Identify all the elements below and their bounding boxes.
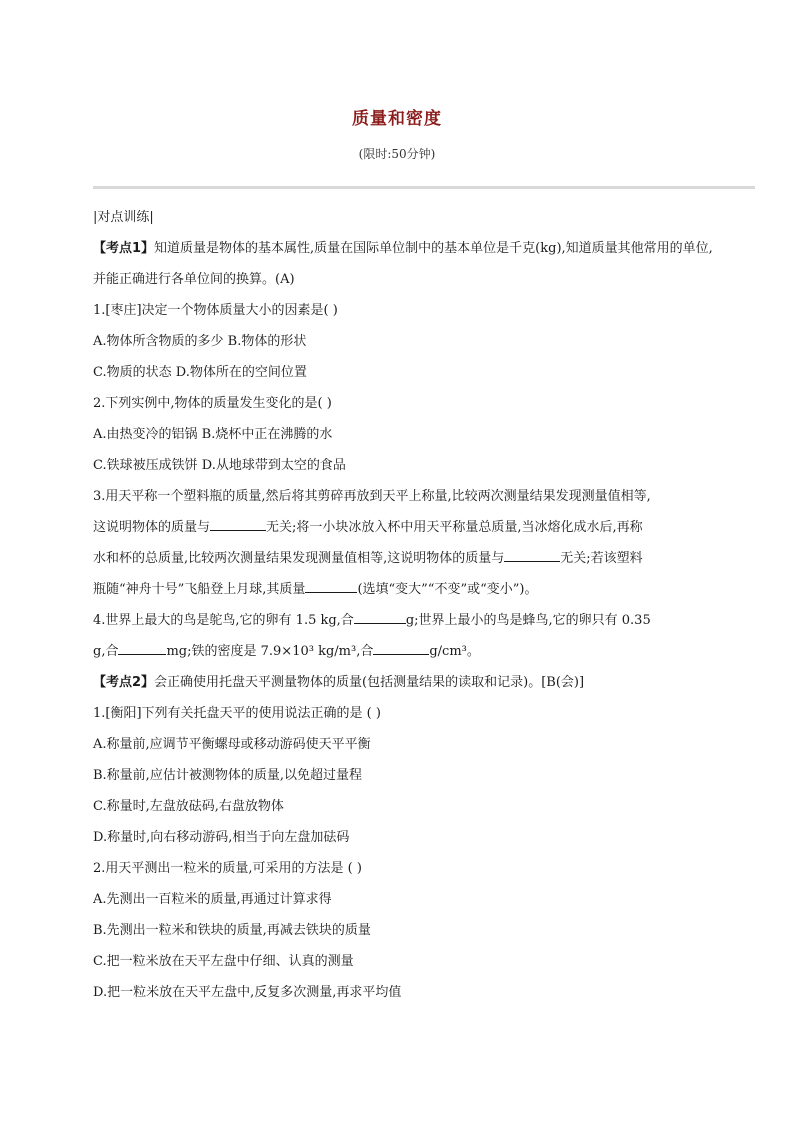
kp1-tag: 【考点1】 [93, 241, 155, 256]
q3-text: 瓶随“神舟十号”飞船登上月球,其质量 [93, 582, 306, 597]
kp1-q3-line4 [93, 574, 717, 605]
knowledge-point-2 [93, 667, 717, 698]
header-divider [93, 186, 755, 189]
kp1-q4-line2 [93, 636, 717, 667]
kp2-text: 会正确使用托盘天平测量物体的质量(包括测量结果的读取和记录)。[B(会)] [154, 675, 585, 690]
answer-blank[interactable] [354, 609, 406, 624]
answer-blank[interactable] [373, 640, 429, 655]
kp1-q2-options-ab: A.由热变冷的铝锅 B.烧杯中正在沸腾的水 [93, 427, 333, 442]
kp1-text: 知道质量是物体的基本属性,质量在国际单位制中的基本单位是千克(kg),知道质量其他常用的单位,并能正确进行各单位间的换算。(A) [93, 241, 713, 287]
kp2-q2-option-a: A.先测出一百粒米的质量,再通过计算求得 [93, 892, 332, 907]
kp1-q2-options-cd: C.铁球被压成铁饼 D.从地球带到太空的食品 [93, 458, 346, 473]
kp2-q1-option-a: A.称量前,应调节平衡螺母或移动游码使天平平衡 [93, 737, 371, 752]
kp1-q2-stem: 2.下列实例中,物体的质量发生变化的是( ) [93, 396, 332, 411]
answer-blank[interactable] [210, 516, 266, 531]
knowledge-point-1 [93, 233, 717, 295]
page-title: 质量和密度 [352, 109, 442, 129]
kp2-tag: 【考点2】 [93, 675, 155, 690]
kp2-q1-option-d: D.称量时,向右移动游码,相当于向左盘加砝码 [93, 830, 350, 845]
answer-blank[interactable] [504, 547, 560, 562]
q3-text: (选填“变大”“不变”或“变小”)。 [357, 582, 538, 597]
answer-blank[interactable] [305, 578, 357, 593]
q4-text: g,合 [93, 644, 119, 659]
kp2-q1-option-c: C.称量时,左盘放砝码,右盘放物体 [93, 799, 284, 814]
q3-text: 无关;若该塑料 [560, 551, 643, 566]
kp2-q2-option-d: D.把一粒米放在天平左盘中,反复多次测量,再求平均值 [93, 985, 402, 1000]
q4-text: 4.世界上最大的鸟是鸵鸟,它的卵有 1.5 kg,合 [93, 613, 354, 628]
time-limit: (限时:50分钟) [358, 147, 436, 161]
kp1-q1-stem: 1.[枣庄]决定一个物体质量大小的因素是( ) [93, 303, 338, 318]
q4-text: g;世界上最小的鸟是蜂鸟,它的卵只有 0.35 [405, 613, 651, 628]
kp2-q2-option-c: C.把一粒米放在天平左盘中仔细、认真的测量 [93, 954, 354, 969]
q3-text: 水和杯的总质量,比较两次测量结果发现测量值相等,这说明物体的质量与 [93, 551, 505, 566]
q3-text: 无关;将一小块冰放入杯中用天平称量总质量,当冰熔化成水后,再称 [266, 520, 643, 535]
kp2-q1-option-b: B.称量前,应估计被测物体的质量,以免超过量程 [93, 768, 362, 783]
q4-text: g/cm³。 [429, 644, 480, 659]
kp1-q3-line3 [93, 543, 717, 574]
q4-text: mg;铁的密度是 7.9×10³ kg/m³,合 [166, 644, 374, 659]
kp2-q2-stem: 2.用天平测出一粒米的质量,可采用的方法是 ( ) [93, 861, 362, 876]
section-label: |对点训练| [93, 210, 154, 225]
kp2-q1-stem: 1.[衡阳]下列有关托盘天平的使用说法正确的是 ( ) [93, 706, 381, 721]
q3-text: 这说明物体的质量与 [93, 520, 211, 535]
kp2-q2-option-b: B.先测出一粒米和铁块的质量,再减去铁块的质量 [93, 923, 371, 938]
kp1-q4-line1 [93, 605, 717, 636]
worksheet-body [93, 202, 717, 1008]
kp1-q1-options-ab: A.物体所含物质的多少 B.物体的形状 [93, 334, 307, 349]
kp1-q1-options-cd: C.物质的状态 D.物体所在的空间位置 [93, 365, 307, 380]
kp1-q3-line2 [93, 512, 717, 543]
kp1-q3-line1: 3.用天平称一个塑料瓶的质量,然后将其剪碎再放到天平上称量,比较两次测量结果发现测量值相等, [93, 489, 651, 504]
answer-blank[interactable] [118, 640, 166, 655]
